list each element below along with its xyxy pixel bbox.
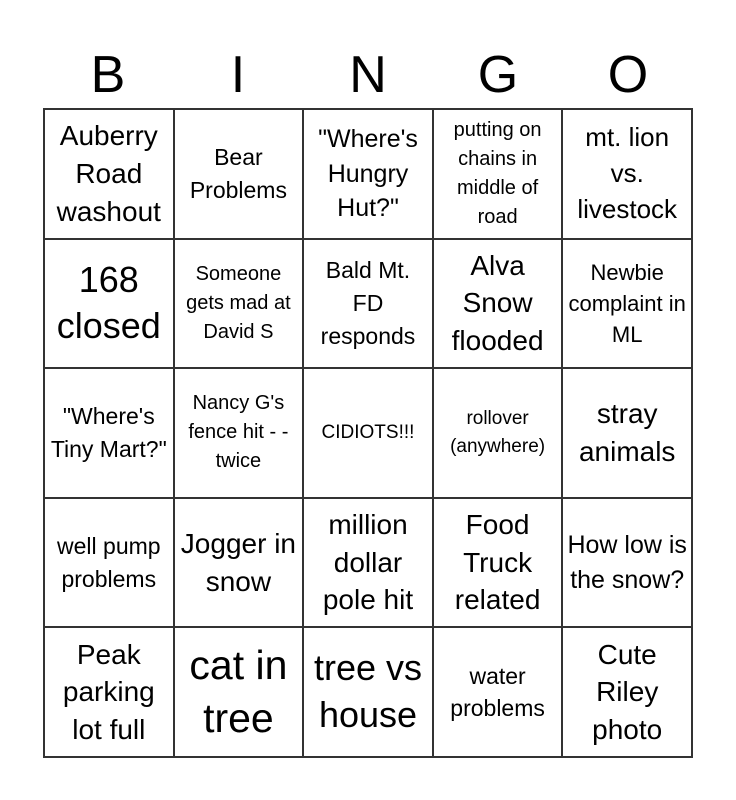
cell-text: mt. lion vs. livestock — [577, 121, 678, 224]
bingo-cell[interactable] — [433, 498, 563, 628]
bingo-cell[interactable] — [44, 109, 174, 239]
cell-text: Auberry Road washout — [56, 120, 161, 227]
bingo-header — [43, 42, 693, 108]
bingo-cell[interactable] — [174, 368, 304, 498]
bingo-cell[interactable] — [433, 109, 563, 239]
cell-text: Alva Snow flooded — [451, 249, 544, 357]
cell-text: Bald Mt. FD responds — [320, 257, 416, 349]
bingo-cell[interactable] — [433, 627, 563, 757]
bingo-cell[interactable] — [174, 239, 304, 369]
bingo-cell[interactable] — [44, 368, 174, 498]
cell-text: Cute Riley photo — [592, 638, 663, 746]
bingo-cell[interactable] — [44, 627, 174, 757]
cell-text: million dollar pole hit — [322, 508, 414, 616]
cell-text: well pump problems — [57, 532, 161, 592]
cell-text: cat in tree — [189, 641, 288, 742]
cell-text: tree vs house — [313, 647, 423, 736]
bingo-board — [43, 108, 693, 758]
cell-text: CIDIOTS!!! — [321, 422, 415, 444]
bingo-cell[interactable] — [303, 368, 433, 498]
header-letter-n: N — [349, 46, 387, 104]
bingo-cell[interactable] — [174, 627, 304, 757]
bingo-cell[interactable] — [562, 239, 692, 369]
bingo-cell[interactable] — [562, 368, 692, 498]
cell-text: "Where's Hungry Hut?" — [318, 125, 418, 223]
header-letter-b: B — [90, 46, 126, 104]
bingo-cell[interactable] — [303, 109, 433, 239]
bingo-cell[interactable] — [44, 498, 174, 628]
bingo-cell[interactable] — [433, 368, 563, 498]
bingo-cell[interactable] — [44, 239, 174, 369]
bingo-cell[interactable] — [562, 498, 692, 628]
bingo-cell[interactable] — [562, 627, 692, 757]
bingo-cell[interactable] — [562, 109, 692, 239]
bingo-cell[interactable] — [174, 109, 304, 239]
cell-text: stray animals — [578, 398, 676, 467]
cell-text: Newbie complaint in ML — [568, 259, 686, 347]
cell-text: Nancy G's fence hit - - twice — [188, 392, 289, 473]
cell-text: 168 closed — [56, 258, 161, 347]
cell-text: How low is the snow? — [567, 531, 687, 594]
cell-text: Someone gets mad at David S — [186, 262, 291, 343]
bingo-cell[interactable] — [174, 498, 304, 628]
cell-text: "Where's Tiny Mart?" — [50, 403, 167, 462]
cell-text: putting on chains in middle of road — [453, 118, 542, 228]
cell-text: rollover (anywhere) — [450, 408, 546, 457]
cell-text: Food Truck related — [454, 508, 541, 616]
cell-text: water problems — [450, 662, 545, 722]
cell-text: Bear Problems — [189, 144, 287, 203]
header-letter-o: O — [607, 46, 649, 104]
bingo-cell[interactable] — [303, 239, 433, 369]
cell-text: Jogger in snow — [180, 527, 296, 597]
bingo-cell[interactable] — [303, 627, 433, 757]
bingo-cell[interactable] — [303, 498, 433, 628]
header-letter-i: I — [230, 46, 246, 104]
bingo-cell[interactable] — [433, 239, 563, 369]
cell-text: Peak parking lot full — [62, 638, 155, 746]
header-letter-g: G — [477, 46, 519, 104]
